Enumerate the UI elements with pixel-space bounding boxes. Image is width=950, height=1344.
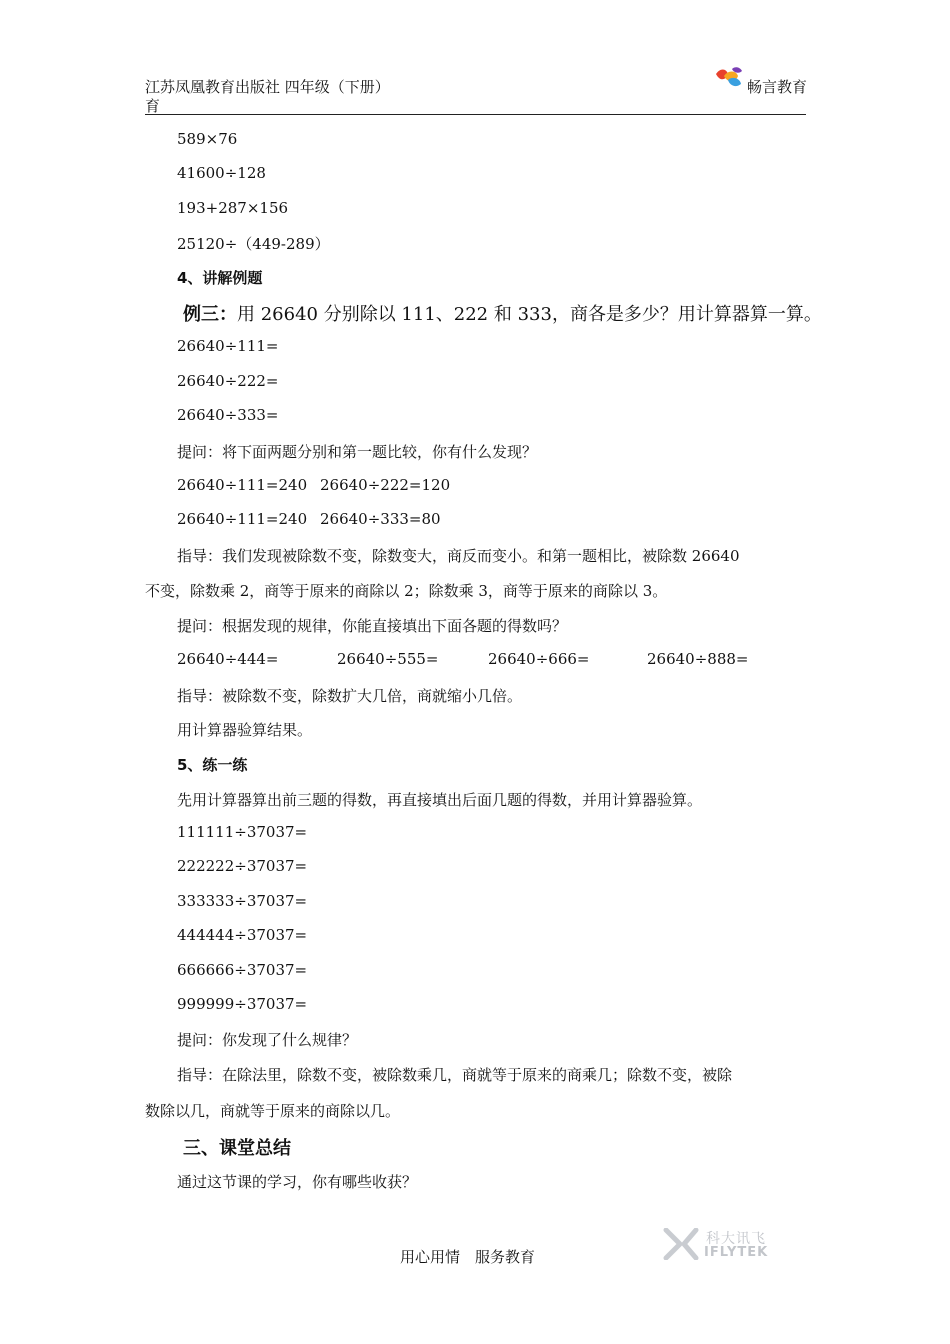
expr-line: 333333÷37037= <box>177 892 308 910</box>
example-label: 例三： <box>183 304 237 325</box>
expr-line: 26640÷555= <box>337 650 439 668</box>
section-heading: 三、课堂总结 <box>183 1138 291 1159</box>
expr-line: 26640÷666= <box>488 650 590 668</box>
expr-line: 666666÷37037= <box>177 961 308 979</box>
section-heading: 4、讲解例题 <box>177 269 263 287</box>
question-line: 提问：将下面两题分别和第一题比较，你有什么发现？ <box>177 443 538 461</box>
changyan-logo-icon <box>714 66 744 90</box>
footer-brand-en: IFLYTEK <box>704 1245 769 1260</box>
text-line: 用计算器验算结果。 <box>177 721 313 739</box>
footer-slogan: 用心用情 服务教育 <box>400 1248 536 1266</box>
expr-line: 444444÷37037= <box>177 926 308 944</box>
section-heading: 5、练一练 <box>177 756 248 774</box>
expr-line: 41600÷128 <box>177 164 266 182</box>
header-publisher: 江苏凤凰教育出版社 四年级（下册） <box>145 78 390 96</box>
expr-line: 26640÷888= <box>647 650 749 668</box>
guide-line: 数除以几，商就等于原来的商除以几。 <box>145 1102 401 1120</box>
guide-line: 指导：被除数不变，除数扩大几倍，商就缩小几倍。 <box>177 687 523 705</box>
guide-line: 不变，除数乘 2，商等于原来的商除以 2；除数乘 3，商等于原来的商除以 3。 <box>145 582 668 600</box>
header-rule <box>145 114 806 115</box>
question-line: 提问：根据发现的规律，你能直接填出下面各题的得数吗？ <box>177 617 568 635</box>
header-publisher-cont: 育 <box>145 97 161 115</box>
example-line <box>183 300 822 326</box>
expr-line: 999999÷37037= <box>177 995 308 1013</box>
expr-line: 589×76 <box>177 130 238 148</box>
expr-line: 26640÷444= <box>177 650 279 668</box>
expr-line: 26640÷111=240 <box>177 510 308 528</box>
guide-line: 指导：在除法里，除数不变，被除数乘几，商就等于原来的商乘几；除数不变，被除 <box>177 1066 733 1084</box>
header-brand: 畅言教育 <box>747 78 808 96</box>
expr-line: 26640÷222= <box>177 372 279 390</box>
expr-line: 26640÷111= <box>177 337 279 355</box>
expr-line: 222222÷37037= <box>177 857 308 875</box>
example-text: 用 26640 分别除以 111、222 和 333，商各是多少？用计算器算一算。 <box>237 304 822 325</box>
expr-line: 26640÷111=240 <box>177 476 308 494</box>
iflytek-logo-icon <box>662 1228 702 1260</box>
text-line: 通过这节课的学习，你有哪些收获？ <box>177 1173 418 1191</box>
expr-line: 193+287×156 <box>177 199 289 217</box>
expr-line: 26640÷333= <box>177 406 279 424</box>
text-line: 先用计算器算出前三题的得数，再直接填出后面几题的得数，并用计算器验算。 <box>177 791 703 809</box>
expr-line: 25120÷（449-289） <box>177 235 330 253</box>
guide-line: 指导：我们发现被除数不变，除数变大，商反而变小。和第一题相比，被除数 26640 <box>177 547 740 565</box>
expr-line: 26640÷333=80 <box>320 510 441 528</box>
question-line: 提问：你发现了什么规律？ <box>177 1031 358 1049</box>
footer-brand-cn: 科大讯飞 <box>706 1231 766 1247</box>
expr-line: 111111÷37037= <box>177 823 308 841</box>
expr-line: 26640÷222=120 <box>320 476 451 494</box>
